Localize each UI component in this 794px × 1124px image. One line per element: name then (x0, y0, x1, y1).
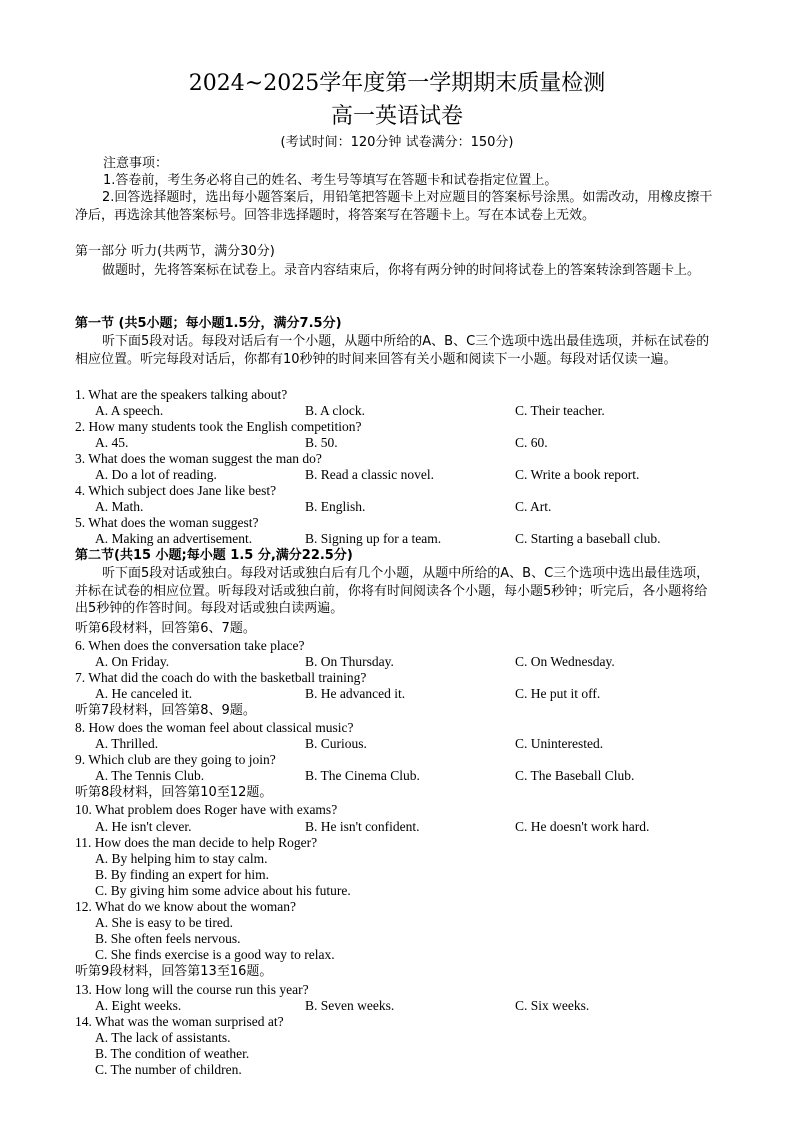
q1-option-a: A. A speech. (95, 403, 164, 418)
question-11: 11. How does the man decide to help Roger? (75, 835, 318, 850)
question-3: 3. What does the woman suggest the man do? (75, 451, 322, 466)
q14-option-c: C. The number of children. (95, 1062, 242, 1077)
exam-subtitle: 高一英语试卷 (330, 104, 463, 129)
q7-option-a: A. He canceled it. (95, 686, 193, 701)
exam-info: (考试时间：120分钟 试卷满分：150分) (280, 135, 514, 150)
section1-heading: 第一节 (共5小题；每小题1.5分，满分7.5分) (75, 316, 342, 331)
q3-option-c: C. Write a book report. (515, 467, 640, 482)
q12-option-b: B. She often feels nervous. (95, 931, 241, 946)
q7-option-c: C. He put it off. (515, 686, 601, 701)
q3-option-a: A. Do a lot of reading. (95, 467, 217, 482)
question-13: 13. How long will the course run this year? (75, 982, 309, 997)
question-2: 2. How many students took the English competition? (75, 419, 362, 434)
q5-option-c: C. Starting a baseball club. (515, 531, 661, 546)
q13-option-a: A. Eight weeks. (95, 998, 182, 1013)
question-9: 9. Which club are they going to join? (75, 752, 276, 767)
question-8: 8. How does the woman feel about classical music? (75, 720, 354, 735)
material-9-instruction: 听第9段材料，回答第13至16题。 (75, 964, 273, 979)
material-7-instruction: 听第7段材料，回答第8、9题。 (75, 703, 256, 718)
q6-option-a: A. On Friday. (95, 654, 170, 669)
q2-option-c: C. 60. (515, 435, 548, 450)
q13-option-b: B. Seven weeks. (305, 998, 395, 1013)
q5-option-b: B. Signing up for a team. (305, 531, 442, 546)
q6-option-c: C. On Wednesday. (515, 654, 615, 669)
q12-option-a: A. She is easy to be tired. (95, 915, 233, 930)
notes-heading: 注意事项： (103, 156, 169, 171)
part1-intro: 做题时，先将答案标在试卷上。录音内容结束后，你将有两分钟的时间将试卷上的答案转涂到答题卡上。 (102, 263, 701, 278)
q9-option-b: B. The Cinema Club. (305, 768, 420, 783)
question-6: 6. When does the conversation take place? (75, 638, 305, 653)
question-14: 14. What was the woman surprised at? (75, 1014, 284, 1029)
q10-option-c: C. He doesn't work hard. (515, 819, 650, 834)
notes-item-2: 2.回答选择题时，选出每小题答案后，用铅笔把答题卡上对应题目的答案标号涂黑。如需改动，用橡皮擦干净后，再选涂其他答案标号。回答非选择题时，将答案写在答题卡上。写在本试卷上无效。 (75, 190, 713, 223)
q8-option-c: C. Uninterested. (515, 736, 604, 751)
q14-option-a: A. The lack of assistants. (95, 1030, 231, 1045)
q6-option-b: B. On Thursday. (305, 654, 394, 669)
part1-heading: 第一部分 听力(共两节，满分30分) (75, 244, 275, 259)
question-10: 10. What problem does Roger have with exams? (75, 802, 338, 817)
q7-option-b: B. He advanced it. (305, 686, 406, 701)
q4-option-c: C. Art. (515, 499, 552, 514)
q5-option-a: A. Making an advertisement. (95, 531, 253, 546)
question-4: 4. Which subject does Jane like best? (75, 483, 277, 498)
exam-title: 2024~2025学年度第一学期期末质量检测 (188, 71, 606, 96)
q8-option-a: A. Thrilled. (95, 736, 159, 751)
q10-option-a: A. He isn't clever. (95, 819, 192, 834)
material-8-instruction: 听第8段材料，回答第10至12题。 (75, 785, 273, 800)
question-5: 5. What does the woman suggest? (75, 515, 259, 530)
q9-option-c: C. The Baseball Club. (515, 768, 635, 783)
question-12: 12. What do we know about the woman? (75, 899, 296, 914)
q13-option-c: C. Six weeks. (515, 998, 590, 1013)
q11-option-b: B. By finding an expert for him. (95, 867, 269, 882)
q4-option-b: B. English. (305, 499, 366, 514)
q2-option-a: A. 45. (95, 435, 129, 450)
section1-intro: 听下面5段对话。每段对话后有一个小题，从题中所给的A、B、C三个选项中选出最佳选项，并标在试卷的相应位置。听完每段对话后，你都有10秒钟的时间来回答有关小题和阅读下一小题。每段对话仅读一遍。 (75, 334, 710, 367)
q11-option-c: C. By giving him some advice about his future. (95, 883, 351, 898)
section2-heading: 第二节(共15 小题;每小题 1.5 分,满分22.5分) (75, 548, 353, 563)
notes-item-1: 1.答卷前，考生务必将自己的姓名、考生号等填写在答题卡和试卷指定位置上。 (103, 173, 558, 188)
q8-option-b: B. Curious. (305, 736, 367, 751)
q2-option-b: B. 50. (305, 435, 338, 450)
q9-option-a: A. The Tennis Club. (95, 768, 205, 783)
q14-option-b: B. The condition of weather. (95, 1046, 250, 1061)
q1-option-b: B. A clock. (305, 403, 365, 418)
q1-option-c: C. Their teacher. (515, 403, 605, 418)
q3-option-b: B. Read a classic novel. (305, 467, 434, 482)
q4-option-a: A. Math. (95, 499, 144, 514)
section2-intro: 听下面5段对话或独白。每段对话或独白后有几个小题，从题中所给的A、B、C三个选项中选出最佳选项，并标在试卷的相应位置。听每段对话或独白前，你将有时间阅读各个小题，每小题5秒钟；听完后，各小题将给出5秒钟的作答时间。每段对话或独白读两遍。 (75, 566, 710, 616)
question-1: 1. What are the speakers talking about? (75, 387, 288, 402)
question-7: 7. What did the coach do with the basketball training? (75, 670, 367, 685)
q11-option-a: A. By helping him to stay calm. (95, 851, 268, 866)
q12-option-c: C. She finds exercise is a good way to relax. (95, 947, 335, 962)
material-6-instruction: 听第6段材料，回答第6、7题。 (75, 621, 256, 636)
q10-option-b: B. He isn't confident. (305, 819, 420, 834)
